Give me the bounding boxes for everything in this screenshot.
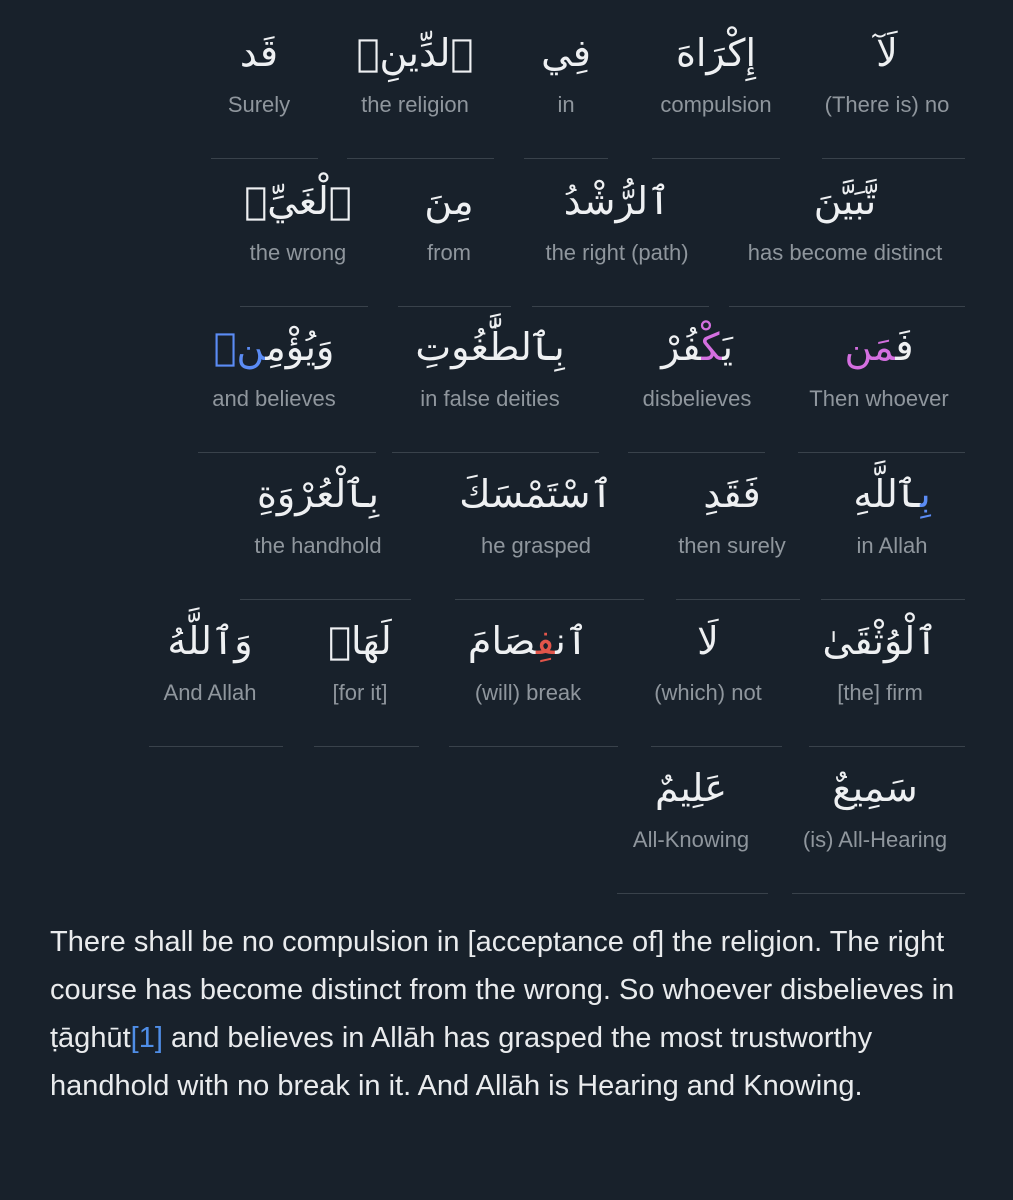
word-divider	[792, 893, 965, 894]
arabic-highlight: بِ	[920, 472, 931, 516]
word-row	[0, 463, 1013, 611]
word-translation: and believes	[212, 386, 336, 411]
word-translation: [for it]	[332, 680, 388, 705]
word-item[interactable]	[643, 316, 752, 414]
arabic-word: لَآ	[876, 31, 898, 75]
word-item[interactable]	[853, 463, 930, 561]
word-translation: All-Knowing	[632, 827, 750, 852]
arabic-highlight: كْ	[701, 325, 723, 369]
word-row	[0, 757, 1013, 905]
arabic-word: تَّبَيَّنَ	[813, 179, 877, 223]
word-translation: disbelieves	[642, 386, 752, 411]
arabic-part: فَ	[895, 325, 914, 369]
word-item[interactable]	[357, 22, 474, 120]
word-translation: in false deities	[420, 386, 560, 411]
word-translation: he grasped	[480, 533, 592, 558]
arabic-word	[214, 316, 335, 378]
arabic-word: فِي	[541, 31, 591, 75]
word-divider	[211, 158, 318, 159]
word-divider	[532, 306, 709, 307]
word-item[interactable]	[468, 610, 588, 708]
word-item[interactable]	[164, 610, 257, 708]
word-divider	[149, 746, 283, 747]
word-translation: (There is) no	[824, 92, 950, 117]
word-translation: (which) not	[654, 680, 762, 705]
word-divider	[652, 158, 780, 159]
arabic-word: لَهَاۗ	[328, 619, 392, 663]
word-divider	[651, 746, 782, 747]
word-translation: the religion	[361, 92, 469, 117]
word-divider	[398, 306, 511, 307]
arabic-word: إِكْرَاهَ	[675, 31, 757, 75]
word-translation: has become distinct	[747, 240, 943, 265]
arabic-word	[844, 316, 913, 378]
word-item[interactable]	[328, 610, 391, 708]
arabic-word: لَا	[697, 619, 719, 663]
word-item[interactable]	[212, 316, 336, 414]
arabic-word: عَلِيمٌ	[654, 766, 728, 810]
arabic-word: مِنَ	[424, 179, 474, 223]
translation-text-1: There shall be no compulsion in [acceptance of] the religion. The right course has become distinct from the wrong. So whoever disbelieves in ṭāghūt	[50, 926, 955, 1054]
arabic-word: ٱلرُّشْدُ	[563, 179, 671, 223]
arabic-word	[661, 316, 733, 378]
word-translation: And Allah	[163, 680, 257, 705]
word-divider	[347, 158, 494, 159]
arabic-word: بِٱلطَّٰغُوتِ	[415, 325, 565, 369]
word-divider	[392, 452, 599, 453]
word-translation: compulsion	[660, 92, 772, 117]
word-row	[0, 170, 1013, 318]
arabic-highlight: فِ	[535, 619, 556, 663]
word-item[interactable]	[541, 22, 591, 120]
word-translation: the wrong	[249, 240, 347, 265]
arabic-word: ٱسْتَمْسَكَ	[459, 472, 613, 516]
translation-text-2: and believes in Allāh has grasped the most trustworthy handhold with no break in it. And Allāh is Hearing and Knowing.	[50, 1022, 873, 1102]
arabic-part: فُرْ	[661, 325, 702, 369]
arabic-word: ٱلدِّينِۖ	[356, 31, 474, 75]
word-divider	[729, 306, 965, 307]
word-item[interactable]	[748, 170, 942, 268]
verse-translation	[50, 918, 980, 1110]
word-translation: (is) All-Hearing	[802, 827, 948, 852]
word-translation: Then whoever	[809, 386, 949, 411]
word-translation: then surely	[678, 533, 786, 558]
arabic-word: فَقَدِ	[703, 472, 761, 516]
arabic-word: وَٱللَّهُ	[167, 619, 253, 663]
word-item[interactable]	[633, 757, 749, 855]
word-item[interactable]	[809, 316, 948, 414]
arabic-word	[468, 610, 588, 672]
arabic-part: صَامَ	[467, 619, 536, 663]
word-divider	[628, 452, 765, 453]
word-divider	[676, 599, 800, 600]
arabic-part: وَيُؤْمِ	[265, 325, 335, 369]
word-item[interactable]	[228, 22, 290, 120]
word-divider	[822, 158, 965, 159]
arabic-word: ٱلْغَيِّۚ	[244, 179, 352, 223]
footnote-link[interactable]: [1]	[130, 1022, 163, 1054]
word-divider	[809, 746, 965, 747]
word-item[interactable]	[654, 610, 762, 708]
word-row	[0, 316, 1013, 464]
word-divider	[455, 599, 644, 600]
word-item[interactable]	[660, 22, 771, 120]
word-item[interactable]	[415, 316, 564, 414]
word-translation: in	[557, 92, 575, 117]
word-divider	[240, 306, 368, 307]
word-translation: Surely	[227, 92, 291, 117]
word-translation: (will) break	[474, 680, 582, 705]
word-translation: the handhold	[254, 533, 382, 558]
word-item[interactable]	[254, 463, 381, 561]
arabic-word: سَمِيعٌ	[832, 766, 918, 810]
word-item[interactable]	[244, 170, 351, 268]
arabic-word: قَد	[239, 31, 279, 75]
word-translation: [the] firm	[837, 680, 923, 705]
word-item[interactable]	[825, 22, 950, 120]
word-divider	[524, 158, 608, 159]
arabic-part: يَ	[722, 325, 733, 369]
word-translation: the right (path)	[545, 240, 689, 265]
word-row	[0, 610, 1013, 758]
word-divider	[798, 452, 965, 453]
word-item[interactable]	[803, 757, 947, 855]
word-item[interactable]	[678, 463, 786, 561]
word-item[interactable]	[459, 463, 612, 561]
word-divider	[449, 746, 618, 747]
word-item[interactable]	[545, 170, 688, 268]
word-divider	[314, 746, 419, 747]
word-translation: from	[427, 240, 471, 265]
arabic-word: بِٱلْعُرْوَةِ	[257, 472, 379, 516]
arabic-part: ٱللَّهِ	[853, 472, 921, 516]
word-divider	[617, 893, 768, 894]
arabic-word	[853, 463, 930, 525]
word-row	[0, 22, 1013, 170]
arabic-part: ٱن	[555, 619, 589, 663]
word-translation: in Allah	[856, 533, 928, 558]
arabic-word: ٱلْوُثْقَىٰ	[822, 619, 938, 663]
arabic-highlight: نۢ	[213, 325, 266, 369]
word-divider	[821, 599, 965, 600]
word-divider	[198, 452, 376, 453]
word-divider	[240, 599, 411, 600]
word-item[interactable]	[424, 170, 473, 268]
arabic-highlight: مَن	[844, 325, 896, 369]
word-item[interactable]	[823, 610, 938, 708]
